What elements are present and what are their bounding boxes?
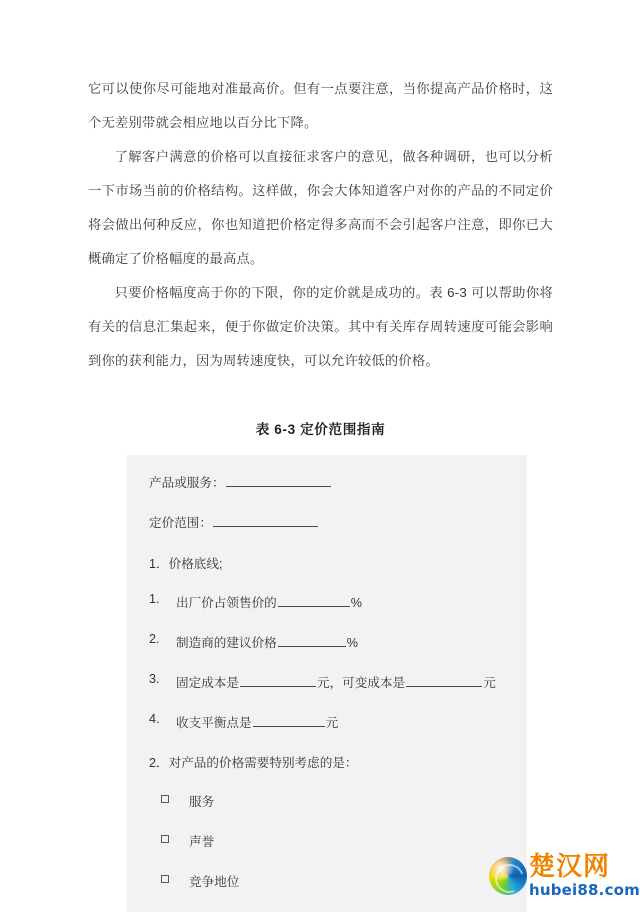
form-checkbox-item-service[interactable] xyxy=(149,791,505,810)
form-item-2-marker: 2. xyxy=(149,632,160,646)
form-field-range-label: 定价范围： xyxy=(149,516,212,530)
form-item-1-unit: % xyxy=(350,596,362,610)
form-section-1-title: 1．价格底线; xyxy=(149,557,223,571)
paragraph-2: 了解客户满意的价格可以直接征求客户的意见，做各种调研，也可以分析一下市场当前的价格结构。这样做，你会大体知道客户对你的产品的不同定价将会做出何种反应，你也知道把价格定得多高而不会引起客户注意，即你已大概确定了价格幅度的最高点。 xyxy=(88,149,553,266)
pricing-range-form xyxy=(127,455,527,912)
checkbox-icon[interactable] xyxy=(161,875,169,883)
form-item-1-marker: 1. xyxy=(149,592,160,606)
watermark-brand-url: hubei88.com xyxy=(528,881,640,899)
form-item-2-unit: % xyxy=(346,636,358,650)
form-section-2-list xyxy=(149,791,505,890)
form-item-2-text: 制造商的建议价格 xyxy=(176,636,277,650)
paragraph-1: 它可以使你尽可能地对准最高价。但有一点要注意，当你提高产品价格时，这个无差别带就会相应地以百分比下降。 xyxy=(88,81,553,130)
form-item-1 xyxy=(149,592,505,611)
form-section-2-title: 2．对产品的价格需要特别考虑的是： xyxy=(149,756,358,770)
watermark-brand-cn: 楚汉网 xyxy=(528,852,610,882)
form-item-4 xyxy=(149,712,505,731)
form-field-product-label: 产品或服务： xyxy=(149,476,225,490)
paragraph-3: 只要价格幅度高于你的下限，你的定价就是成功的。表 6-3 可以帮助你将有关的信息汇集起来，便于你做定价决策。其中有关库存周转速度可能会影响到你的获利能力，因为周转速度快，可以允许较低的价格。 xyxy=(88,285,553,368)
form-item-3-mid: 元，可变成本是 xyxy=(316,676,406,690)
form-field-product-blank[interactable] xyxy=(226,473,331,487)
form-item-3-unit: 元 xyxy=(483,676,496,690)
form-item-4-blank[interactable] xyxy=(253,713,325,727)
table-caption: 表 6-3 定价范围指南 xyxy=(255,422,386,437)
form-field-product xyxy=(149,473,505,492)
form-item-4-marker: 4. xyxy=(149,712,160,726)
form-item-3-text: 固定成本是 xyxy=(176,676,239,690)
form-checkbox-label-reputation: 声誉 xyxy=(189,835,215,849)
form-item-3 xyxy=(149,672,505,691)
document-content xyxy=(88,72,553,912)
form-item-2 xyxy=(149,632,505,651)
form-field-range xyxy=(149,513,505,532)
form-checkbox-label-service: 服务 xyxy=(189,795,215,809)
form-item-3-blank-fixed[interactable] xyxy=(240,673,316,687)
form-item-1-blank[interactable] xyxy=(278,593,350,607)
site-watermark xyxy=(489,850,640,902)
checkbox-icon[interactable] xyxy=(161,835,169,843)
form-checkbox-label-competitive-position: 竞争地位 xyxy=(189,875,240,889)
watermark-text xyxy=(529,854,640,898)
checkbox-icon[interactable] xyxy=(161,795,169,803)
form-section-1-list xyxy=(149,592,505,731)
form-checkbox-item-competitive-position[interactable] xyxy=(149,871,505,890)
globe-icon xyxy=(489,857,527,895)
form-item-2-blank[interactable] xyxy=(278,633,346,647)
form-item-4-text: 收支平衡点是 xyxy=(176,716,252,730)
form-item-3-marker: 3. xyxy=(149,672,160,686)
form-field-range-blank[interactable] xyxy=(213,513,318,527)
form-item-3-blank-variable[interactable] xyxy=(406,673,482,687)
form-item-1-text: 出厂价占领售价的 xyxy=(176,596,277,610)
form-item-4-unit: 元 xyxy=(325,716,339,730)
form-checkbox-item-reputation[interactable] xyxy=(149,831,505,850)
